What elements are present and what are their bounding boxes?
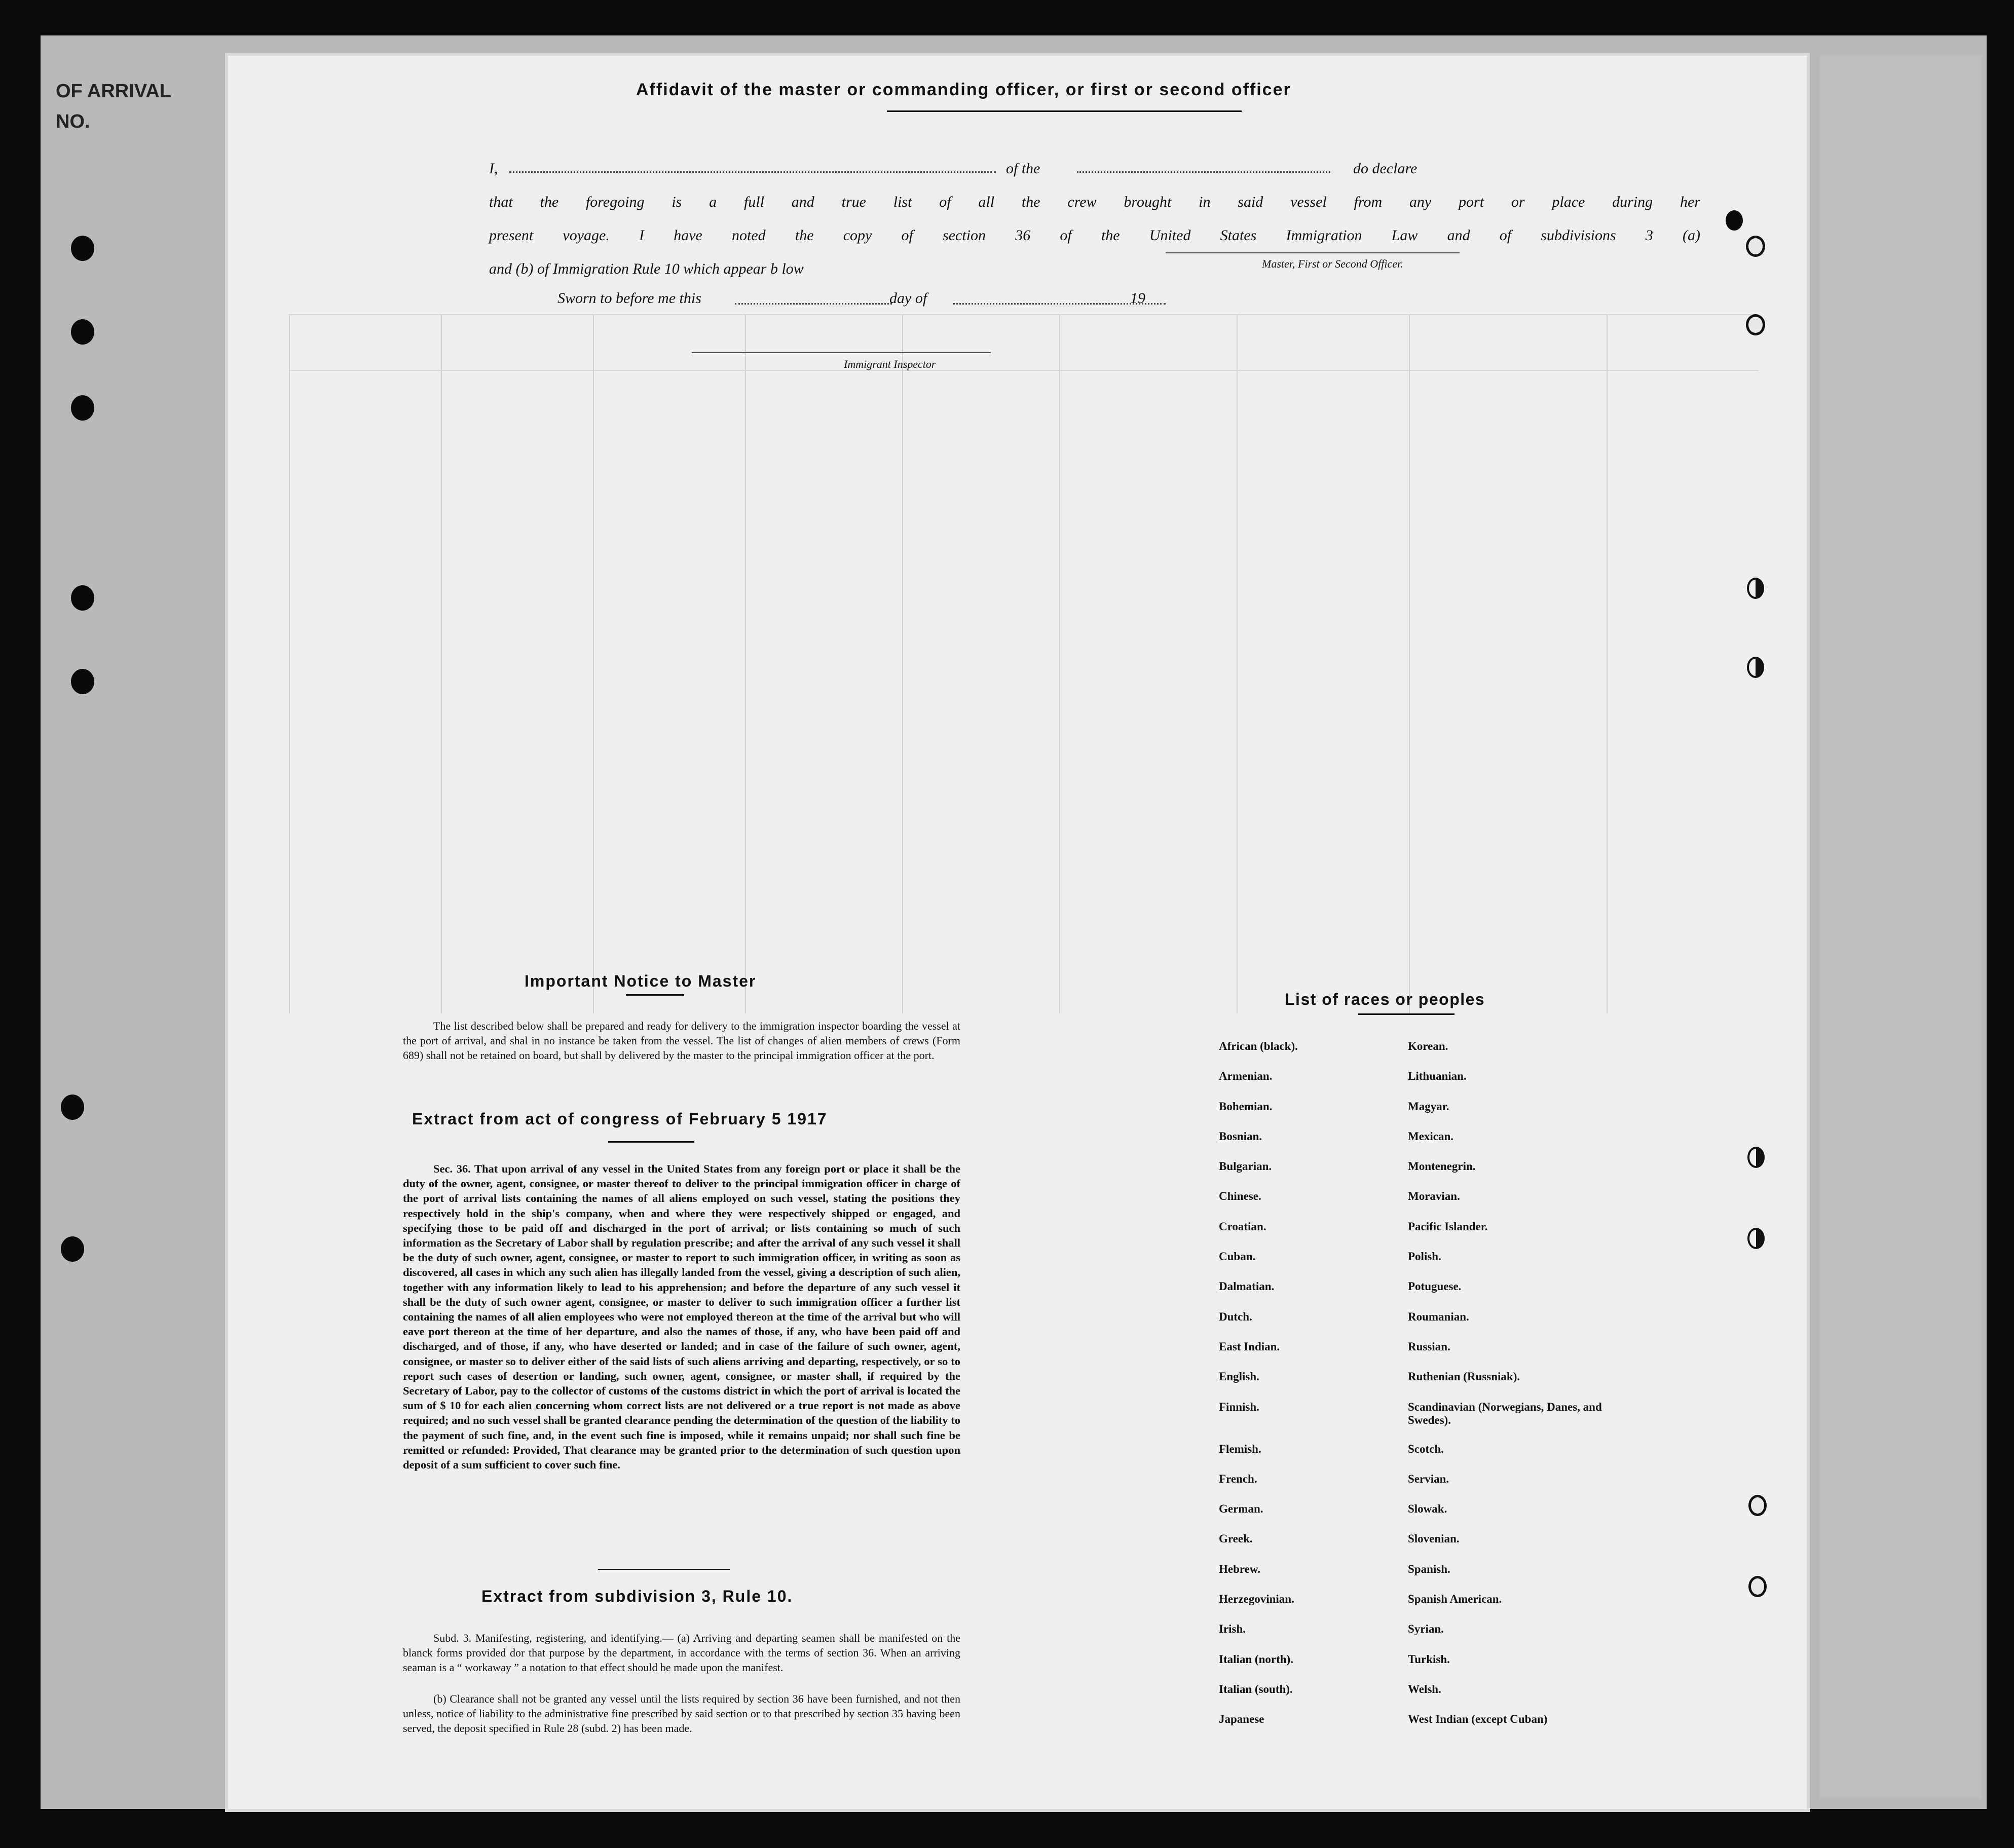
rule-para-b: (b) Clearance shall not be granted any vessel until the lists required by section 36 have been furnished, and not then unless, notice of liability to the administrative fine prescribed by said section or to that prescribed by section 35 having been served, the deposit specified in Rule 28 (subd. 2) has been made. bbox=[403, 1692, 960, 1734]
race-item: Dutch. bbox=[1219, 1310, 1252, 1323]
race-item: Bulgarian. bbox=[1219, 1160, 1272, 1173]
race-item: Herzegovinian. bbox=[1219, 1593, 1294, 1606]
race-item: Syrian. bbox=[1408, 1623, 1444, 1636]
punch-hole bbox=[71, 319, 94, 345]
race-item: Armenian. bbox=[1219, 1070, 1273, 1083]
race-item: Montenegrin. bbox=[1408, 1160, 1476, 1173]
race-item: Flemish. bbox=[1219, 1442, 1261, 1455]
inspector-line bbox=[692, 351, 991, 353]
sworn-day-blank bbox=[735, 302, 892, 305]
race-item: Welsh. bbox=[1408, 1682, 1441, 1695]
race-item: East Indian. bbox=[1219, 1340, 1280, 1353]
section-36-text: Sec. 36. That upon arrival of any vessel in the United States from any foreign port or place it shall be the duty of the owner, agent, consignee, or master thereof to deliver to the principal immigration officer in charge of the port of arrival lists containing the names of all aliens employed on such vessel, stating the positions they respectively hold in the ship's company, when and where they were respectively shipped or engaged, and specifying those to be paid off and discharged in the port of arrival; or lists containing so much of such information as the Secretary of Labor shall by regulation prescribe; and after the arrival of any such vessel it shall be the duty of such owner, agent, consignee, or master to report to such immigration officer, in writing as soon as discovered, all cases in which any such alien has illegally landed from the vessel, giving a description of such alien, together with any information likely to lead to his apprehension; and before the departure of any such vessel it shall be the duty of such owner agent, consignee, or master to deliver to such immigration officer a further list containing the names of all alien employees who were not employed thereon at the time of the arrival but who will eave port thereon at the time of her departure, and also the names of those, if any, who have been paid off and discharged, and of those, if any, who have deserted or landed; and in case of the failure of such owner, agent, consignee, or master so to deliver either of the said lists of such aliens arriving and departing, respectively, or so to report such cases of desertion or landing, such owner, agent, consignee, or master shall, if required by the Secretary of Labor, pay to the collector of customs of the customs district in which the port of arrival is located the sum of $ 10 for each alien concerning whom correct lists are not delivered or a true report is not made as above required; and no such vessel shall be granted clearance pending the determination of the question of the liability to the payment of such fine, and, in the event such fine is imposed, while it remains unpaid; nor shall such fine be remitted or refunded: Provided, That clearance may be granted prior to the determination of such question upon deposit of a sum sufficient to cover such fine. bbox=[403, 1162, 960, 1472]
vessel-blank bbox=[1077, 170, 1330, 173]
binder-hole bbox=[1747, 578, 1764, 599]
race-item: Dalmatian. bbox=[1219, 1280, 1275, 1293]
binder-hole bbox=[1746, 314, 1765, 335]
ghost-rule bbox=[902, 314, 903, 1013]
race-item: Pacific Islander. bbox=[1408, 1220, 1488, 1233]
race-item: Russian. bbox=[1408, 1340, 1450, 1353]
declaration-lead: I, bbox=[489, 160, 498, 177]
sworn-label: Sworn to before me this bbox=[557, 290, 701, 307]
race-item: Finnish. bbox=[1219, 1400, 1259, 1413]
race-item: Magyar. bbox=[1408, 1100, 1449, 1113]
punch-hole bbox=[61, 1095, 84, 1120]
race-item: English. bbox=[1219, 1370, 1259, 1383]
ghost-rule bbox=[289, 314, 1759, 315]
declaration-line-4: and (b) of Immigration Rule 10 which appear b low bbox=[489, 260, 804, 277]
act-extract-title: Extract from act of congress of February 5 1917 bbox=[412, 1110, 828, 1128]
race-item: Cuban. bbox=[1219, 1250, 1256, 1263]
race-item: Slovenian. bbox=[1408, 1532, 1460, 1545]
name-blank bbox=[509, 170, 996, 173]
do-declare-label: do declare bbox=[1353, 160, 1418, 177]
race-item: French. bbox=[1219, 1472, 1257, 1485]
race-item: Italian (north). bbox=[1219, 1652, 1293, 1666]
race-item: Moravian. bbox=[1408, 1190, 1460, 1203]
year-label: 19 bbox=[1130, 290, 1145, 307]
binder-hole bbox=[1748, 1576, 1767, 1597]
signature-line bbox=[1166, 251, 1460, 253]
race-item: Chinese. bbox=[1219, 1190, 1261, 1203]
rule-divider bbox=[598, 1569, 730, 1570]
of-the-label: of the bbox=[1006, 160, 1040, 177]
binder-hole bbox=[1748, 1495, 1767, 1516]
punch-hole bbox=[71, 395, 94, 421]
ghost-rule bbox=[1607, 314, 1608, 1013]
race-item: Potuguese. bbox=[1408, 1280, 1462, 1293]
race-item: Polish. bbox=[1408, 1250, 1441, 1263]
declaration-line-2: that the foregoing is a full and true list of all the crew brought in said vessel from any port or place during her bbox=[489, 194, 1700, 210]
notice-title: Important Notice to Master bbox=[525, 972, 757, 990]
races-right-column bbox=[1408, 1040, 1621, 1743]
race-item: Scotch. bbox=[1408, 1442, 1444, 1455]
races-title: List of races or peoples bbox=[1285, 990, 1485, 1008]
races-left-column bbox=[1219, 1040, 1298, 1743]
day-of-label: day of bbox=[889, 290, 927, 307]
race-item: Italian (south). bbox=[1219, 1682, 1293, 1695]
race-item: Greek. bbox=[1219, 1532, 1253, 1545]
race-item: Lithuanian. bbox=[1408, 1070, 1467, 1083]
manifest-page bbox=[228, 56, 1807, 1809]
race-item: Servian. bbox=[1408, 1472, 1449, 1485]
ghost-rule bbox=[289, 314, 290, 1013]
binder-hole bbox=[1747, 657, 1764, 678]
race-item: African (black). bbox=[1219, 1040, 1298, 1052]
punch-hole bbox=[71, 585, 94, 611]
ghost-rule bbox=[1059, 314, 1060, 1013]
race-item: Slowak. bbox=[1408, 1502, 1447, 1516]
rule-extract-title: Extract from subdivision 3, Rule 10. bbox=[481, 1587, 793, 1605]
binder-hole bbox=[1746, 236, 1765, 257]
race-item: Spanish American. bbox=[1408, 1593, 1502, 1606]
race-item: West Indian (except Cuban) bbox=[1408, 1713, 1548, 1726]
affidavit-declaration bbox=[489, 152, 1715, 286]
races-title-underline bbox=[1358, 1013, 1454, 1015]
declaration-line-1 bbox=[489, 152, 1715, 185]
number-label: NO. bbox=[56, 111, 90, 132]
race-item: Japanese bbox=[1219, 1713, 1264, 1726]
notice-title-underline bbox=[626, 994, 684, 996]
binder-hole bbox=[1726, 210, 1743, 231]
ghost-rule bbox=[441, 314, 442, 1013]
race-item: Mexican. bbox=[1408, 1129, 1454, 1143]
inspector-label: Immigrant Inspector bbox=[844, 358, 936, 370]
race-item: Croatian. bbox=[1219, 1220, 1266, 1233]
act-title-underline bbox=[608, 1141, 694, 1143]
notice-text: The list described below shall be prepared and ready for delivery to the immigration inspector boarding the vessel at the port of arrival, and shal in no instance be taken from the vessel. The list of changes of alien members of crews (Form 689) shall not be retained on board, but shall by delivered by the master to the principal immigration officer at the port. bbox=[403, 1020, 960, 1062]
ghost-rule bbox=[745, 314, 746, 1013]
race-item: Irish. bbox=[1219, 1623, 1246, 1636]
race-item: Spanish. bbox=[1408, 1562, 1450, 1575]
ghost-rule bbox=[1409, 314, 1410, 1013]
binder-hole bbox=[1747, 1228, 1765, 1249]
punch-hole bbox=[61, 1236, 84, 1262]
title-underline bbox=[887, 110, 1242, 112]
underlying-sheet-right-edge bbox=[1819, 56, 1982, 1799]
ghost-rule bbox=[289, 370, 1759, 371]
punch-hole bbox=[71, 669, 94, 694]
signature-label: Master, First or Second Officer. bbox=[1262, 257, 1403, 270]
binder-hole bbox=[1747, 1147, 1765, 1168]
race-item: Bosnian. bbox=[1219, 1129, 1262, 1143]
arrival-label: OF ARRIVAL bbox=[56, 81, 171, 102]
race-item: Ruthenian (Russniak). bbox=[1408, 1370, 1520, 1383]
declaration-line-3: present voyage. I have noted the copy of section 36 of the United States Immigration Law and of subdivisions 3 (a) bbox=[489, 227, 1700, 244]
race-item: Hebrew. bbox=[1219, 1562, 1260, 1575]
race-item: Bohemian. bbox=[1219, 1100, 1273, 1113]
race-item: Turkish. bbox=[1408, 1652, 1450, 1666]
punch-hole bbox=[71, 236, 94, 261]
ghost-rule bbox=[1237, 314, 1238, 1013]
race-item: Korean. bbox=[1408, 1040, 1448, 1052]
race-item: Roumanian. bbox=[1408, 1310, 1469, 1323]
ghost-rule bbox=[593, 314, 594, 1013]
race-item: German. bbox=[1219, 1502, 1263, 1516]
race-item: Scandinavian (Norwegians, Danes, and Swedes). bbox=[1408, 1400, 1602, 1426]
underlying-sheet-header bbox=[56, 76, 171, 137]
affidavit-title: Affidavit of the master or commanding officer, or first or second officer bbox=[636, 80, 1291, 99]
rule-para-a: Subd. 3. Manifesting, registering, and identifying.— (a) Arriving and departing seamen shall be manifested on the blanck forms provided dor that purpose by the department, in accordance with the terms of section 36. When an arriving seaman is a “ workaway ” a notation to that effect should be made upon the manifest. bbox=[403, 1632, 960, 1674]
